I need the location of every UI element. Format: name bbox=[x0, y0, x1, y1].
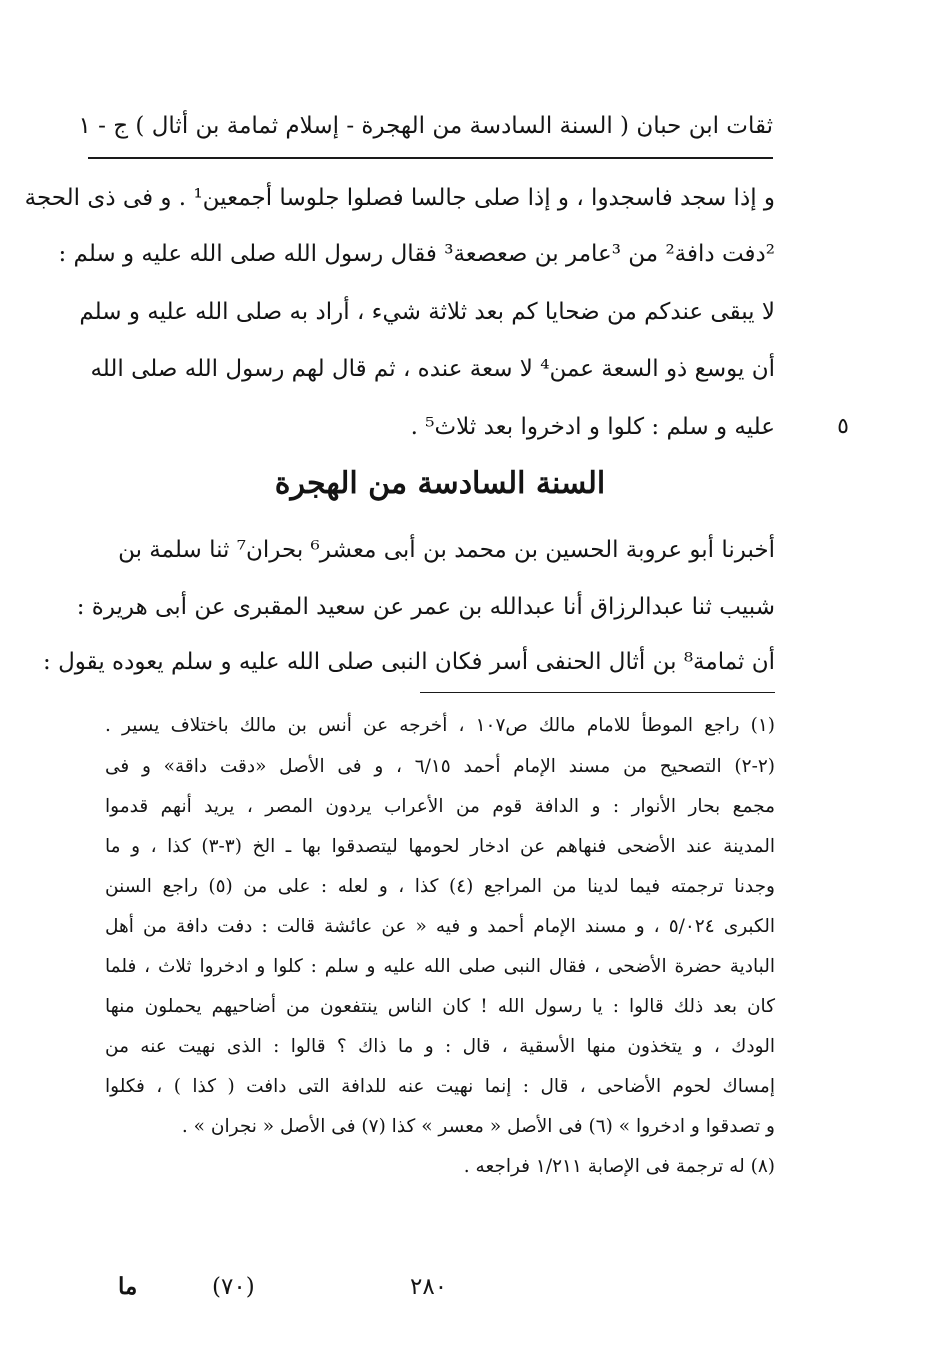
footnote-line: (٨) له ترجمة فى الإصابة ١/٢١١ فراجعه . bbox=[463, 1156, 775, 1177]
body-line: و إذا سجد فاسجدوا ، و إذا صلى جالسا فصلوا جلوسا أجمعين¹ . و فى ذى الحجة bbox=[24, 185, 775, 211]
footnote-line: الكبرى ٥/٠٢٤ ، و مسند الإمام أحمد و فيه « عن عائشة قالت : دفت دافة من أهل bbox=[105, 916, 775, 937]
footnote-line: مجمع بحار الأنوار : و الدافة قوم من الأعراب يردون المصر ، يريد أنهم قدموا bbox=[105, 796, 775, 817]
running-header: ثقات ابن حبان ( السنة السادسة من الهجرة - إسلام ثمامة بن أثال ) ج - ١ bbox=[78, 113, 773, 139]
header-rule bbox=[88, 157, 773, 159]
body-line: لا يبقى عندكم من ضحايا كم بعد ثلاثة شيء ، أراد به صلى الله عليه و سلم bbox=[79, 299, 775, 325]
plate-number: (٧٠) bbox=[212, 1274, 255, 1300]
signature-mark: ما bbox=[118, 1273, 138, 1300]
page-number: ٢٨٠ bbox=[410, 1274, 448, 1300]
footnote-line: كان بعد ذلك قالوا : يا رسول الله ! كان الناس ينتفعون من أضاحيهم يحملون منها bbox=[105, 996, 775, 1017]
section-line: أخبرنا أبو عروبة الحسين بن محمد بن أبى معشر⁶ بحران⁷ ثنا سلمة بن bbox=[118, 537, 775, 563]
body-line: عليه و سلم : كلوا و ادخروا بعد ثلاث⁵ . bbox=[410, 414, 775, 440]
section-line: شبيب ثنا عبدالرزاق أنا عبدالله بن عمر عن سعيد المقبرى عن أبى هريرة : bbox=[76, 594, 775, 620]
body-line: ²دفت دافة² من ³عامر بن صعصعة³ فقال رسول الله صلى الله عليه و سلم : bbox=[58, 241, 775, 267]
footnote-rule bbox=[420, 692, 775, 693]
section-title: السنة السادسة من الهجرة bbox=[274, 466, 606, 501]
footnote-line: و تصدقوا و ادخروا » (٦) فى الأصل « معسر » كذا (٧) فى الأصل « نجران » . bbox=[181, 1116, 775, 1137]
footnote-line: (١) راجع الموطأ للامام مالك ص١٠٧ ، أخرجه عن أنس بن مالك باختلاف يسير . bbox=[105, 715, 775, 736]
footnote-line: وجدنا ترجمته فيما لدينا من المراجع (٤) كذا ، و لعله : على من (٥) راجع السنن bbox=[105, 876, 775, 897]
footnote-line: (٢-٢) التصحيح من مسند الإمام أحمد ٦/١٥ ، و فى الأصل «دقت داقة» و فى bbox=[105, 756, 775, 777]
footnote-line: المدينة عند الأضحى فنهاهم عن ادخار لحومها ليتصدقوا بها ـ الخ (٣-٣) كذا ، و ما bbox=[105, 836, 775, 857]
section-line: أن ثمامة⁸ بن أثال الحنفى أسر فكان النبى صلى الله عليه و سلم يعوده يقول : bbox=[43, 649, 775, 675]
footnote-line: الودك ، و يتخذون منها الأسقية ، قال : و ما ذاك ؟ قالوا : الذى نهيت عنه من bbox=[105, 1036, 775, 1057]
body-line: أن يوسع ذو السعة عمن⁴ لا سعة عنده ، ثم قال لهم رسول الله صلى الله bbox=[90, 356, 775, 382]
footnote-line: إمساك لحوم الأضاحى ، قال : إنما نهيت عنه للدافة التى دافت ( كذا ) ، فكلوا bbox=[105, 1076, 775, 1097]
line-number: ٥ bbox=[837, 414, 849, 439]
footnote-line: البادية حضرة الأضحى ، فقال النبى صلى الله عليه و سلم : كلوا و ادخروا ثلاث ، فلما bbox=[105, 956, 775, 977]
